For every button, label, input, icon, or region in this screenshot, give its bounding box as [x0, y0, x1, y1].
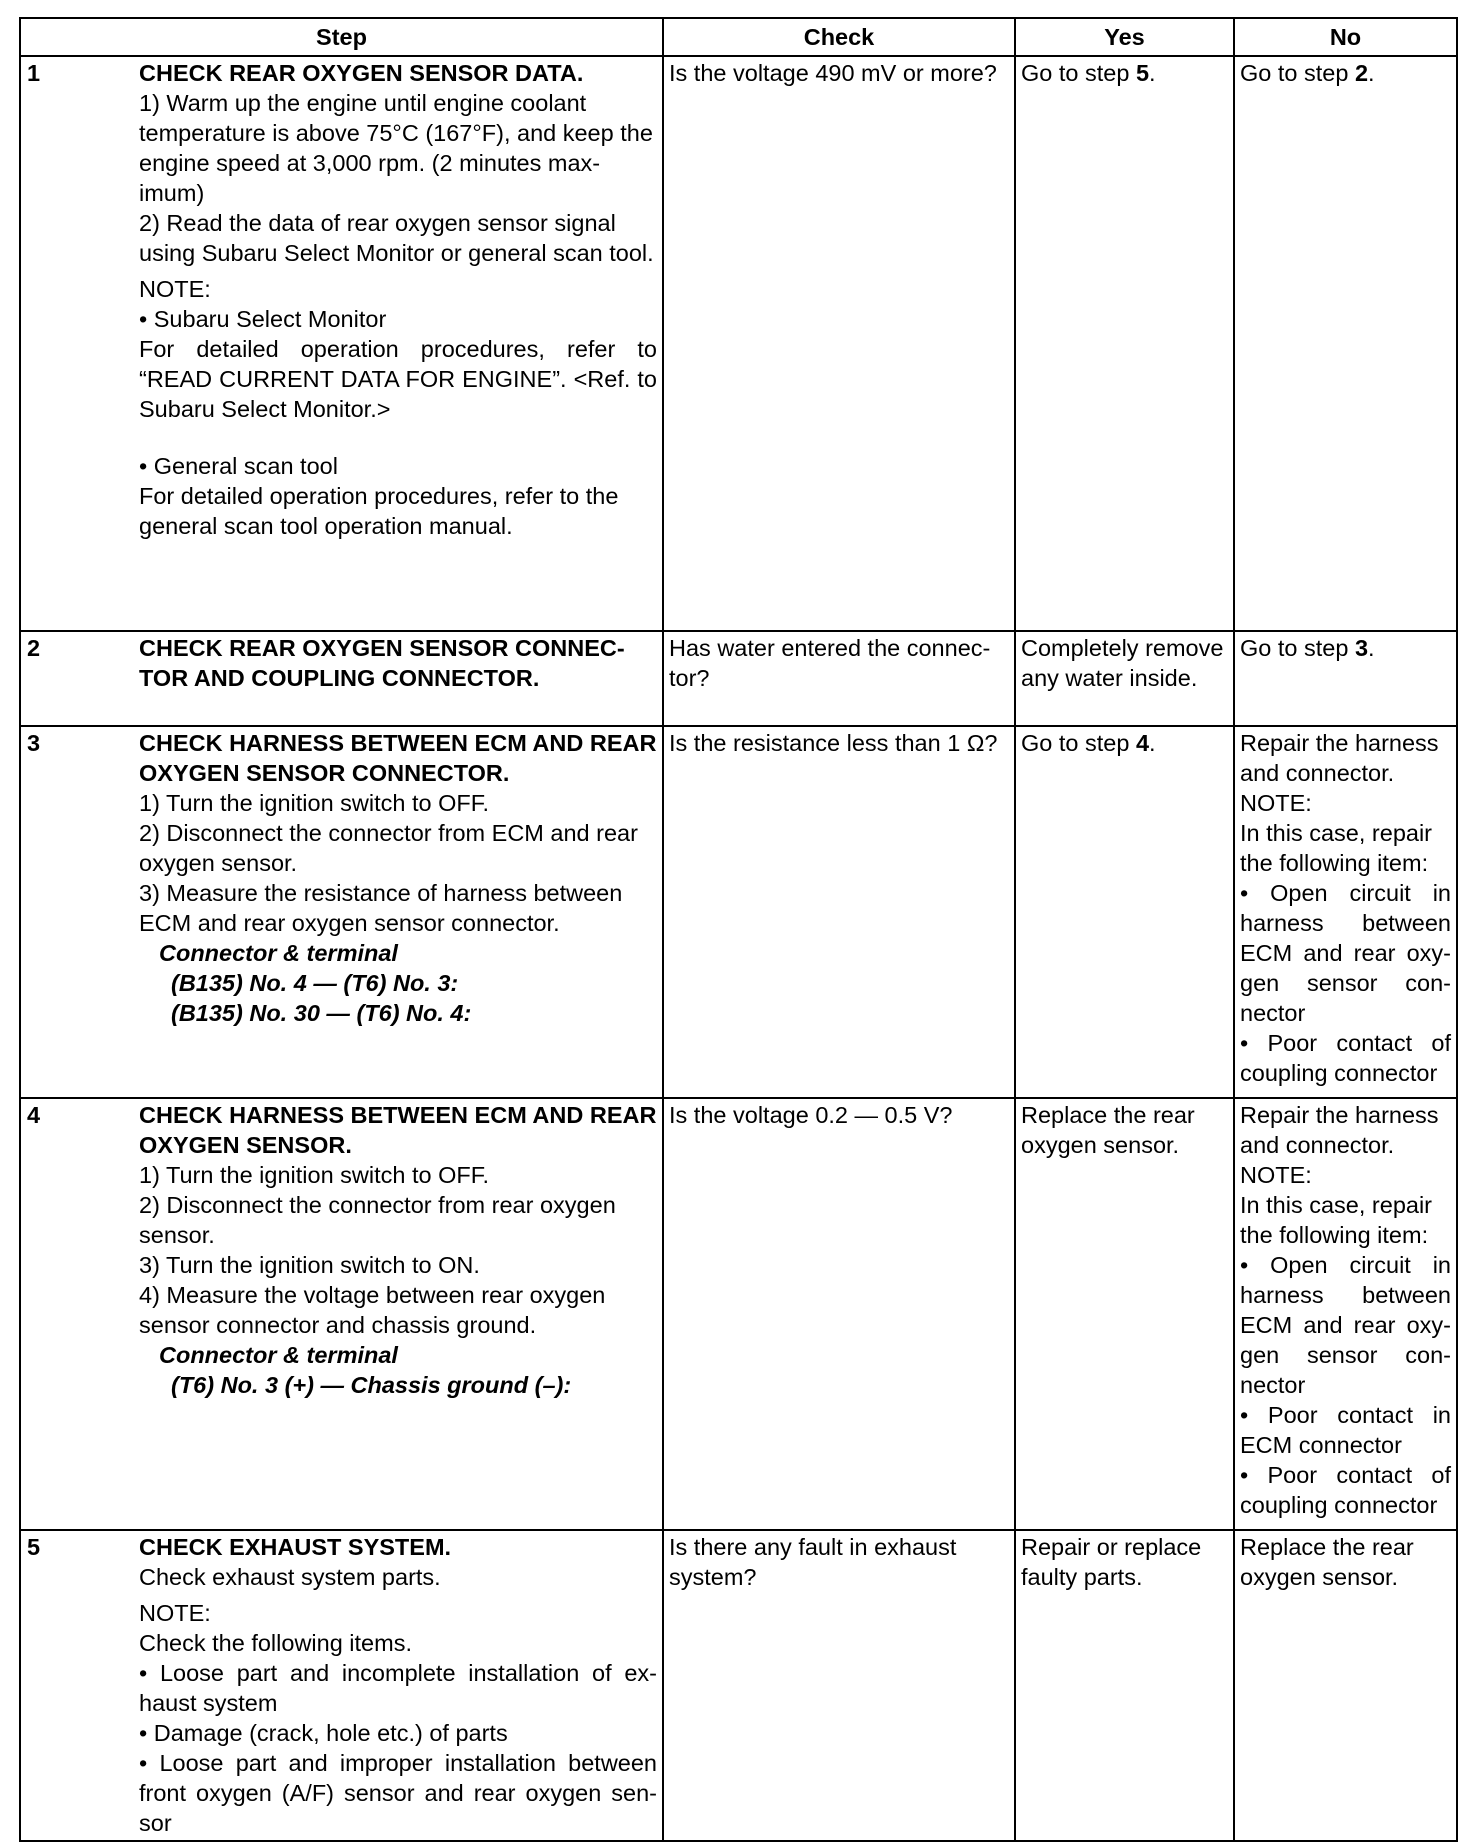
yes-cell [1015, 56, 1234, 631]
yes-step-ref: 5 [1135, 60, 1150, 86]
table-row-step-5 [20, 1530, 1457, 1841]
no-cell: Replace the rear oxygen sensor. [1234, 1530, 1457, 1841]
yes-suffix: . [1149, 730, 1156, 756]
step-number: 1 [27, 60, 41, 86]
check-cell: Is the resistance less than 1 Ω? [663, 726, 1015, 1098]
step-title: CHECK REAR OXYGEN SENSOR DATA. [139, 60, 584, 86]
no-note-label: NOTE: [1240, 790, 1312, 816]
step-title: CHECK HARNESS BETWEEN ECM AND REAR OXYGEN SENSOR CONNECTOR. [139, 730, 657, 786]
yes-suffix: . [1149, 60, 1156, 86]
connector-heading: Connector & terminal [159, 940, 398, 966]
no-item: • Open circuit in harness between ECM and rear oxy-gen sensor con-nector [1240, 1252, 1451, 1398]
yes-prefix: Go to step [1021, 730, 1136, 756]
no-prefix: Go to step [1240, 60, 1355, 86]
yes-cell [1015, 726, 1234, 1098]
step-number: 2 [27, 635, 41, 661]
table-row-step-3 [20, 726, 1457, 1098]
note-label: NOTE: [139, 1600, 211, 1626]
no-prefix: Go to step [1240, 635, 1355, 661]
note-item: • Subaru Select Monitor [139, 306, 387, 332]
check-cell: Is the voltage 490 mV or more? [663, 56, 1015, 631]
table-row-step-2 [20, 631, 1457, 726]
no-item: • Poor contact of coupling connector [1240, 1462, 1451, 1518]
connector-terminal: (T6) No. 3 (+) — Chassis ground (–): [171, 1372, 572, 1398]
step-instruction: 1) Warm up the engine until engine coolant temperature is above 75°C (167°F), and keep the engine speed at 3,000 rpm. (2 minutes max-imum) [139, 90, 653, 206]
step-instruction: 1) Turn the ignition switch to OFF. [139, 790, 490, 816]
step-cell [20, 56, 663, 631]
step-number: 4 [27, 1102, 41, 1128]
note-item: Check the following items. [139, 1630, 412, 1656]
no-item: • Poor contact of coupling connector [1240, 1030, 1451, 1086]
header-check: Check [663, 18, 1015, 56]
note-item: • General scan tool [139, 453, 338, 479]
note-item: • Damage (crack, hole etc.) of parts [139, 1720, 508, 1746]
step-cell [20, 631, 663, 726]
step-instruction: 3) Measure the resistance of harness between ECM and rear oxygen sensor connector. [139, 880, 623, 936]
yes-prefix: Go to step [1021, 60, 1136, 86]
no-cell [1234, 1098, 1457, 1530]
no-step-ref: 3 [1354, 635, 1369, 661]
step-instruction: Check exhaust system parts. [139, 1564, 441, 1590]
yes-step-ref: 4 [1135, 730, 1150, 756]
step-number: 3 [27, 730, 41, 756]
no-item: In this case, repair the following item: [1240, 1192, 1433, 1248]
note-item: • Loose part and improper installation between front oxygen (A/F) sensor and rear oxygen sen-sor [139, 1750, 657, 1836]
table-row-step-1 [20, 56, 1457, 631]
connector-terminal: (B135) No. 30 — (T6) No. 4: [171, 1000, 472, 1026]
yes-cell: Repair or replace faulty parts. [1015, 1530, 1234, 1841]
step-instruction: 2) Read the data of rear oxygen sensor signal using Subaru Select Monitor or general scan tool. [139, 210, 654, 266]
no-note-label: NOTE: [1240, 1162, 1312, 1188]
step-cell [20, 1530, 663, 1841]
check-cell: Has water entered the connec-tor? [663, 631, 1015, 726]
header-no: No [1234, 18, 1457, 56]
no-step-ref: 2 [1354, 60, 1369, 86]
step-number: 5 [27, 1534, 41, 1560]
no-suffix: . [1368, 60, 1375, 86]
diagnostic-table [19, 17, 1458, 1842]
no-cell [1234, 56, 1457, 631]
no-item: In this case, repair the following item: [1240, 820, 1433, 876]
no-item: Repair the harness and connector. [1240, 1102, 1439, 1158]
note-item: For detailed operation procedures, refer to the general scan tool operation manual. [139, 483, 619, 539]
yes-cell: Completely remove any water inside. [1015, 631, 1234, 726]
check-cell: Is there any fault in exhaust system? [663, 1530, 1015, 1841]
step-instruction: 3) Turn the ignition switch to ON. [139, 1252, 480, 1278]
step-title: CHECK REAR OXYGEN SENSOR CONNEC-TOR AND COUPLING CONNECTOR. [139, 635, 625, 691]
note-item: For detailed operation procedures, refer to “READ CURRENT DATA FOR ENGINE”. <Ref. to Subaru Select Monitor.> [139, 336, 657, 422]
header-yes: Yes [1015, 18, 1234, 56]
step-instruction: 1) Turn the ignition switch to OFF. [139, 1162, 490, 1188]
check-cell: Is the voltage 0.2 — 0.5 V? [663, 1098, 1015, 1530]
note-item: • Loose part and incomplete installation of ex-haust system [139, 1660, 657, 1716]
yes-cell: Replace the rear oxygen sensor. [1015, 1098, 1234, 1530]
no-item: Repair the harness and connector. [1240, 730, 1439, 786]
step-cell [20, 726, 663, 1098]
connector-heading: Connector & terminal [159, 1342, 398, 1368]
no-cell [1234, 726, 1457, 1098]
step-instruction: 4) Measure the voltage between rear oxygen sensor connector and chassis ground. [139, 1282, 606, 1338]
no-cell [1234, 631, 1457, 726]
step-cell [20, 1098, 663, 1530]
table-header-row [20, 18, 1457, 56]
table-row-step-4 [20, 1098, 1457, 1530]
step-title: CHECK EXHAUST SYSTEM. [139, 1534, 452, 1560]
connector-terminal: (B135) No. 4 — (T6) No. 3: [171, 970, 459, 996]
note-label: NOTE: [139, 276, 211, 302]
step-title: CHECK HARNESS BETWEEN ECM AND REAR OXYGEN SENSOR. [139, 1102, 657, 1158]
no-item: • Poor contact in ECM connector [1240, 1402, 1451, 1458]
step-instruction: 2) Disconnect the connector from rear oxygen sensor. [139, 1192, 616, 1248]
step-instruction: 2) Disconnect the connector from ECM and rear oxygen sensor. [139, 820, 638, 876]
no-item: • Open circuit in harness between ECM and rear oxy-gen sensor con-nector [1240, 880, 1451, 1026]
header-step: Step [20, 18, 663, 56]
no-suffix: . [1368, 635, 1375, 661]
